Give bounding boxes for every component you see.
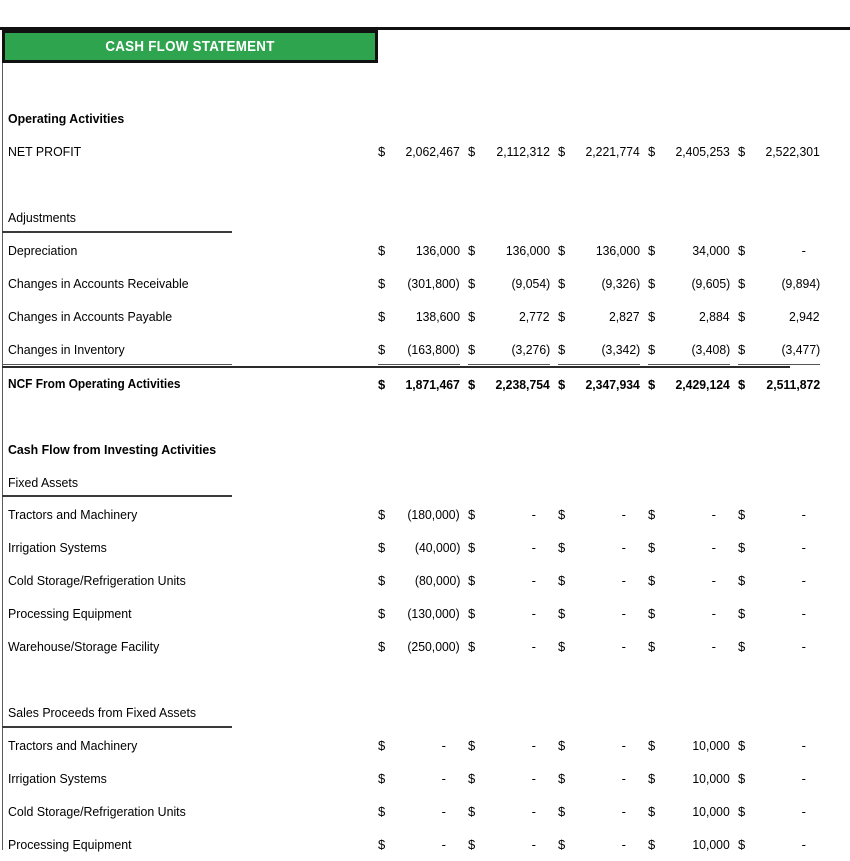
currency-symbol: $: [738, 309, 746, 324]
zero-dash: -: [531, 540, 536, 555]
zero-dash: -: [531, 573, 536, 588]
changes-inventory-col-3: [558, 333, 640, 366]
zero-dash: -: [441, 771, 446, 786]
zero-dash: -: [531, 804, 536, 819]
cell-underline: [648, 364, 730, 365]
currency-symbol: $: [738, 342, 746, 357]
currency-symbol: $: [648, 738, 656, 753]
zero-dash: -: [621, 606, 626, 621]
processing-equipment-proceeds-col-3: [558, 828, 640, 861]
tractors-and-machinery-proceeds-col-1: [378, 729, 460, 762]
zero-dash: -: [531, 837, 536, 852]
currency-symbol: $: [738, 243, 746, 258]
currency-symbol: $: [558, 540, 566, 555]
currency-symbol: $: [648, 276, 656, 291]
cold-storage-units-proceeds-col-2: [468, 795, 550, 828]
currency-symbol: $: [468, 804, 476, 819]
row-label-cold-storage-units-proceeds: Cold Storage/Refrigeration Units: [8, 804, 186, 819]
changes-inventory-col-5: [738, 333, 820, 366]
row-label-changes-accounts-payable: Changes in Accounts Payable: [8, 309, 173, 324]
net-profit-col-2: [468, 135, 550, 168]
irrigation-systems-proceeds-col-2: [468, 762, 550, 795]
row-label-processing-equipment-purchase: Processing Equipment: [8, 606, 132, 621]
currency-symbol: $: [468, 243, 476, 258]
cold-storage-units-purchase-col-5: [738, 564, 820, 597]
cell-value: (301,800): [407, 276, 460, 291]
currency-symbol: $: [738, 144, 746, 159]
currency-symbol: $: [558, 309, 566, 324]
zero-dash: -: [711, 573, 716, 588]
changes-accounts-payable-col-3: [558, 300, 640, 333]
changes-inventory-col-2: [468, 333, 550, 366]
changes-accounts-receivable-col-5: [738, 267, 820, 300]
processing-equipment-purchase-col-5: [738, 597, 820, 630]
section-underline: [2, 726, 232, 728]
section-heading: Adjustments: [8, 210, 76, 225]
row-label-processing-equipment-proceeds: Processing Equipment: [8, 837, 132, 852]
cell-value: 2,347,934: [585, 377, 640, 392]
cell-value: (250,000): [407, 639, 460, 654]
zero-dash: -: [801, 573, 806, 588]
processing-equipment-purchase-col-2: [468, 597, 550, 630]
cold-storage-units-purchase-col-3: [558, 564, 640, 597]
row-cold-storage-units-proceeds: [0, 795, 850, 828]
irrigation-systems-proceeds-col-1: [378, 762, 460, 795]
section-heading-operating: [0, 102, 850, 135]
currency-symbol: $: [738, 606, 746, 621]
zero-dash: -: [621, 804, 626, 819]
zero-dash: -: [621, 507, 626, 522]
zero-dash: -: [621, 738, 626, 753]
currency-symbol: $: [738, 507, 746, 522]
currency-symbol: $: [648, 639, 656, 654]
row-changes-accounts-receivable: [0, 267, 850, 300]
cell-value: (130,000): [407, 606, 460, 621]
cell-value: 2,511,872: [766, 377, 820, 392]
section-subheading-sales-proceeds: [0, 696, 850, 729]
currency-symbol: $: [648, 606, 656, 621]
cell-value: 2,429,124: [675, 377, 730, 392]
tractors-and-machinery-purchase-col-5: [738, 498, 820, 531]
row-ncf-operating: [0, 368, 850, 401]
zero-dash: -: [621, 837, 626, 852]
processing-equipment-purchase-col-3: [558, 597, 640, 630]
currency-symbol: $: [378, 606, 386, 621]
cell-value: 2,772: [519, 309, 550, 324]
net-profit-col-5: [738, 135, 820, 168]
section-heading: Operating Activities: [8, 111, 125, 126]
currency-symbol: $: [648, 540, 656, 555]
tractors-and-machinery-proceeds-col-3: [558, 729, 640, 762]
irrigation-systems-proceeds-col-3: [558, 762, 640, 795]
cell-value: (80,000): [414, 573, 460, 588]
currency-symbol: $: [468, 837, 476, 852]
ncf-operating-col-3: [558, 368, 640, 401]
changes-accounts-payable-col-2: [468, 300, 550, 333]
currency-symbol: $: [558, 804, 566, 819]
cell-value: 2,221,774: [585, 144, 640, 159]
row-label-tractors-and-machinery-purchase: Tractors and Machinery: [8, 507, 138, 522]
cell-value: 34,000: [692, 243, 730, 258]
cell-value: (9,054): [511, 276, 550, 291]
row-changes-accounts-payable: [0, 300, 850, 333]
zero-dash: -: [801, 771, 806, 786]
zero-dash: -: [801, 243, 806, 258]
zero-dash: -: [531, 507, 536, 522]
currency-symbol: $: [468, 540, 476, 555]
currency-symbol: $: [468, 738, 476, 753]
cold-storage-units-purchase-col-1: [378, 564, 460, 597]
changes-accounts-receivable-col-3: [558, 267, 640, 300]
statement-title-banner: [2, 30, 378, 63]
section-heading-investing: [0, 433, 850, 466]
currency-symbol: $: [468, 342, 476, 357]
cell-value: (40,000): [414, 540, 460, 555]
currency-symbol: $: [738, 377, 746, 392]
row-irrigation-systems-proceeds: [0, 762, 850, 795]
currency-symbol: $: [738, 639, 746, 654]
row-label-cold-storage-units-purchase: Cold Storage/Refrigeration Units: [8, 573, 186, 588]
cell-value: (9,605): [691, 276, 730, 291]
net-profit-col-4: [648, 135, 730, 168]
zero-dash: -: [801, 606, 806, 621]
cell-value: (3,342): [601, 342, 640, 357]
page-title: CASH FLOW STATEMENT: [105, 38, 275, 55]
cell-value: 138,600: [415, 309, 460, 324]
row-net-profit: [0, 135, 850, 168]
currency-symbol: $: [738, 738, 746, 753]
section-underline: [2, 495, 232, 497]
currency-symbol: $: [378, 377, 386, 392]
cell-value: (163,800): [407, 342, 460, 357]
cell-underline: [2, 364, 232, 365]
currency-symbol: $: [648, 144, 656, 159]
row-processing-equipment-proceeds: [0, 828, 850, 861]
currency-symbol: $: [468, 377, 476, 392]
cell-value: 2,405,253: [675, 144, 730, 159]
irrigation-systems-purchase-col-3: [558, 531, 640, 564]
warehouse-storage-facility-purchase-col-2: [468, 630, 550, 663]
currency-symbol: $: [738, 804, 746, 819]
row-tractors-and-machinery-purchase: [0, 498, 850, 531]
changes-accounts-payable-col-4: [648, 300, 730, 333]
currency-symbol: $: [558, 738, 566, 753]
zero-dash: -: [711, 507, 716, 522]
cell-value: 10,000: [692, 804, 730, 819]
cold-storage-units-proceeds-col-1: [378, 795, 460, 828]
currency-symbol: $: [468, 276, 476, 291]
currency-symbol: $: [468, 144, 476, 159]
tractors-and-machinery-purchase-col-4: [648, 498, 730, 531]
warehouse-storage-facility-purchase-col-5: [738, 630, 820, 663]
cell-value: 136,000: [505, 243, 550, 258]
zero-dash: -: [441, 804, 446, 819]
changes-accounts-receivable-col-2: [468, 267, 550, 300]
cell-underline: [378, 364, 460, 365]
cell-value: 2,062,467: [405, 144, 460, 159]
currency-symbol: $: [468, 771, 476, 786]
cell-value: 2,238,754: [495, 377, 550, 392]
row-changes-inventory: [0, 333, 850, 366]
cell-value: (3,408): [691, 342, 730, 357]
currency-symbol: $: [378, 144, 386, 159]
cell-value: 10,000: [692, 738, 730, 753]
irrigation-systems-purchase-col-2: [468, 531, 550, 564]
cell-value: (9,326): [601, 276, 640, 291]
currency-symbol: $: [468, 639, 476, 654]
currency-symbol: $: [558, 639, 566, 654]
section-heading: Cash Flow from Investing Activities: [8, 442, 217, 457]
currency-symbol: $: [738, 771, 746, 786]
depreciation-col-2: [468, 234, 550, 267]
row-warehouse-storage-facility-purchase: [0, 630, 850, 663]
currency-symbol: $: [738, 276, 746, 291]
tractors-and-machinery-proceeds-col-4: [648, 729, 730, 762]
currency-symbol: $: [648, 804, 656, 819]
zero-dash: -: [711, 540, 716, 555]
currency-symbol: $: [558, 342, 566, 357]
currency-symbol: $: [558, 377, 566, 392]
currency-symbol: $: [558, 837, 566, 852]
currency-symbol: $: [648, 771, 656, 786]
currency-symbol: $: [378, 342, 386, 357]
zero-dash: -: [531, 738, 536, 753]
depreciation-col-5: [738, 234, 820, 267]
currency-symbol: $: [558, 243, 566, 258]
cell-value: (9,894): [781, 276, 820, 291]
tractors-and-machinery-purchase-col-1: [378, 498, 460, 531]
currency-symbol: $: [558, 771, 566, 786]
zero-dash: -: [801, 639, 806, 654]
tractors-and-machinery-proceeds-col-5: [738, 729, 820, 762]
row-processing-equipment-purchase: [0, 597, 850, 630]
cell-value: (3,276): [511, 342, 550, 357]
currency-symbol: $: [648, 309, 656, 324]
currency-symbol: $: [468, 309, 476, 324]
section-subheading: Sales Proceeds from Fixed Assets: [8, 705, 197, 720]
changes-inventory-col-4: [648, 333, 730, 366]
zero-dash: -: [621, 639, 626, 654]
row-irrigation-systems-purchase: [0, 531, 850, 564]
depreciation-col-4: [648, 234, 730, 267]
changes-accounts-receivable-col-4: [648, 267, 730, 300]
section-heading-adjustments: [0, 201, 850, 234]
currency-symbol: $: [378, 837, 386, 852]
changes-inventory-col-1: [378, 333, 460, 366]
currency-symbol: $: [558, 573, 566, 588]
zero-dash: -: [711, 606, 716, 621]
ncf-operating-col-2: [468, 368, 550, 401]
currency-symbol: $: [468, 606, 476, 621]
changes-accounts-payable-col-5: [738, 300, 820, 333]
currency-symbol: $: [378, 771, 386, 786]
cell-value: 2,884: [699, 309, 730, 324]
irrigation-systems-purchase-col-1: [378, 531, 460, 564]
warehouse-storage-facility-purchase-col-1: [378, 630, 460, 663]
tractors-and-machinery-purchase-col-2: [468, 498, 550, 531]
currency-symbol: $: [378, 738, 386, 753]
irrigation-systems-proceeds-col-5: [738, 762, 820, 795]
currency-symbol: $: [378, 309, 386, 324]
currency-symbol: $: [558, 144, 566, 159]
cell-value: 136,000: [595, 243, 640, 258]
row-cold-storage-units-purchase: [0, 564, 850, 597]
warehouse-storage-facility-purchase-col-3: [558, 630, 640, 663]
currency-symbol: $: [378, 639, 386, 654]
cell-value: 2,827: [609, 309, 640, 324]
cold-storage-units-purchase-col-2: [468, 564, 550, 597]
cell-value: 2,112,312: [496, 144, 550, 159]
currency-symbol: $: [378, 243, 386, 258]
processing-equipment-proceeds-col-1: [378, 828, 460, 861]
cell-value: 10,000: [692, 771, 730, 786]
zero-dash: -: [711, 639, 716, 654]
currency-symbol: $: [378, 276, 386, 291]
irrigation-systems-proceeds-col-4: [648, 762, 730, 795]
depreciation-col-1: [378, 234, 460, 267]
zero-dash: -: [801, 837, 806, 852]
cell-underline: [738, 364, 820, 365]
tractors-and-machinery-purchase-col-3: [558, 498, 640, 531]
currency-symbol: $: [738, 573, 746, 588]
currency-symbol: $: [738, 837, 746, 852]
zero-dash: -: [801, 507, 806, 522]
zero-dash: -: [531, 606, 536, 621]
currency-symbol: $: [558, 276, 566, 291]
zero-dash: -: [621, 771, 626, 786]
irrigation-systems-purchase-col-5: [738, 531, 820, 564]
processing-equipment-proceeds-col-5: [738, 828, 820, 861]
section-underline: [2, 231, 232, 233]
section-subheading: Fixed Assets: [8, 475, 79, 490]
ncf-operating-col-5: [738, 368, 820, 401]
cell-underline: [468, 364, 550, 365]
zero-dash: -: [531, 771, 536, 786]
currency-symbol: $: [378, 804, 386, 819]
currency-symbol: $: [648, 243, 656, 258]
changes-accounts-payable-col-1: [378, 300, 460, 333]
processing-equipment-proceeds-col-4: [648, 828, 730, 861]
zero-dash: -: [441, 837, 446, 852]
net-profit-col-1: [378, 135, 460, 168]
row-label-ncf: NCF From Operating Activities: [8, 377, 181, 391]
row-label-tractors-and-machinery-proceeds: Tractors and Machinery: [8, 738, 138, 753]
row-label-depreciation: Depreciation: [8, 243, 78, 258]
currency-symbol: $: [468, 507, 476, 522]
currency-symbol: $: [648, 837, 656, 852]
ncf-operating-col-4: [648, 368, 730, 401]
zero-dash: -: [621, 540, 626, 555]
zero-dash: -: [801, 738, 806, 753]
row-label-changes-inventory: Changes in Inventory: [8, 342, 125, 357]
zero-dash: -: [441, 738, 446, 753]
row-label-irrigation-systems-proceeds: Irrigation Systems: [8, 771, 107, 786]
zero-dash: -: [621, 573, 626, 588]
row-label-warehouse-storage-facility-purchase: Warehouse/Storage Facility: [8, 639, 160, 654]
cold-storage-units-purchase-col-4: [648, 564, 730, 597]
cell-value: 2,942: [789, 309, 820, 324]
processing-equipment-purchase-col-4: [648, 597, 730, 630]
row-depreciation: [0, 234, 850, 267]
currency-symbol: $: [648, 377, 656, 392]
row-tractors-and-machinery-proceeds: [0, 729, 850, 762]
currency-symbol: $: [378, 573, 386, 588]
cell-value: 10,000: [692, 837, 730, 852]
ncf-operating-col-1: [378, 368, 460, 401]
currency-symbol: $: [738, 540, 746, 555]
cold-storage-units-proceeds-col-3: [558, 795, 640, 828]
cell-value: (3,477): [781, 342, 820, 357]
zero-dash: -: [801, 804, 806, 819]
row-label-net-profit: NET PROFIT: [8, 144, 82, 159]
cell-value: 1,871,467: [405, 377, 460, 392]
zero-dash: -: [531, 639, 536, 654]
currency-symbol: $: [648, 507, 656, 522]
zero-dash: -: [801, 540, 806, 555]
irrigation-systems-purchase-col-4: [648, 531, 730, 564]
cold-storage-units-proceeds-col-5: [738, 795, 820, 828]
warehouse-storage-facility-purchase-col-4: [648, 630, 730, 663]
row-label-irrigation-systems-purchase: Irrigation Systems: [8, 540, 107, 555]
cell-value: 2,522,301: [765, 144, 820, 159]
net-profit-col-3: [558, 135, 640, 168]
row-label-changes-accounts-receivable: Changes in Accounts Receivable: [8, 276, 189, 291]
cell-value: 136,000: [415, 243, 460, 258]
cell-underline: [558, 364, 640, 365]
currency-symbol: $: [648, 342, 656, 357]
currency-symbol: $: [648, 573, 656, 588]
cell-value: (180,000): [407, 507, 460, 522]
currency-symbol: $: [378, 507, 386, 522]
processing-equipment-proceeds-col-2: [468, 828, 550, 861]
changes-accounts-receivable-col-1: [378, 267, 460, 300]
tractors-and-machinery-proceeds-col-2: [468, 729, 550, 762]
currency-symbol: $: [378, 540, 386, 555]
currency-symbol: $: [558, 507, 566, 522]
currency-symbol: $: [558, 606, 566, 621]
currency-symbol: $: [468, 573, 476, 588]
cold-storage-units-proceeds-col-4: [648, 795, 730, 828]
processing-equipment-purchase-col-1: [378, 597, 460, 630]
depreciation-col-3: [558, 234, 640, 267]
